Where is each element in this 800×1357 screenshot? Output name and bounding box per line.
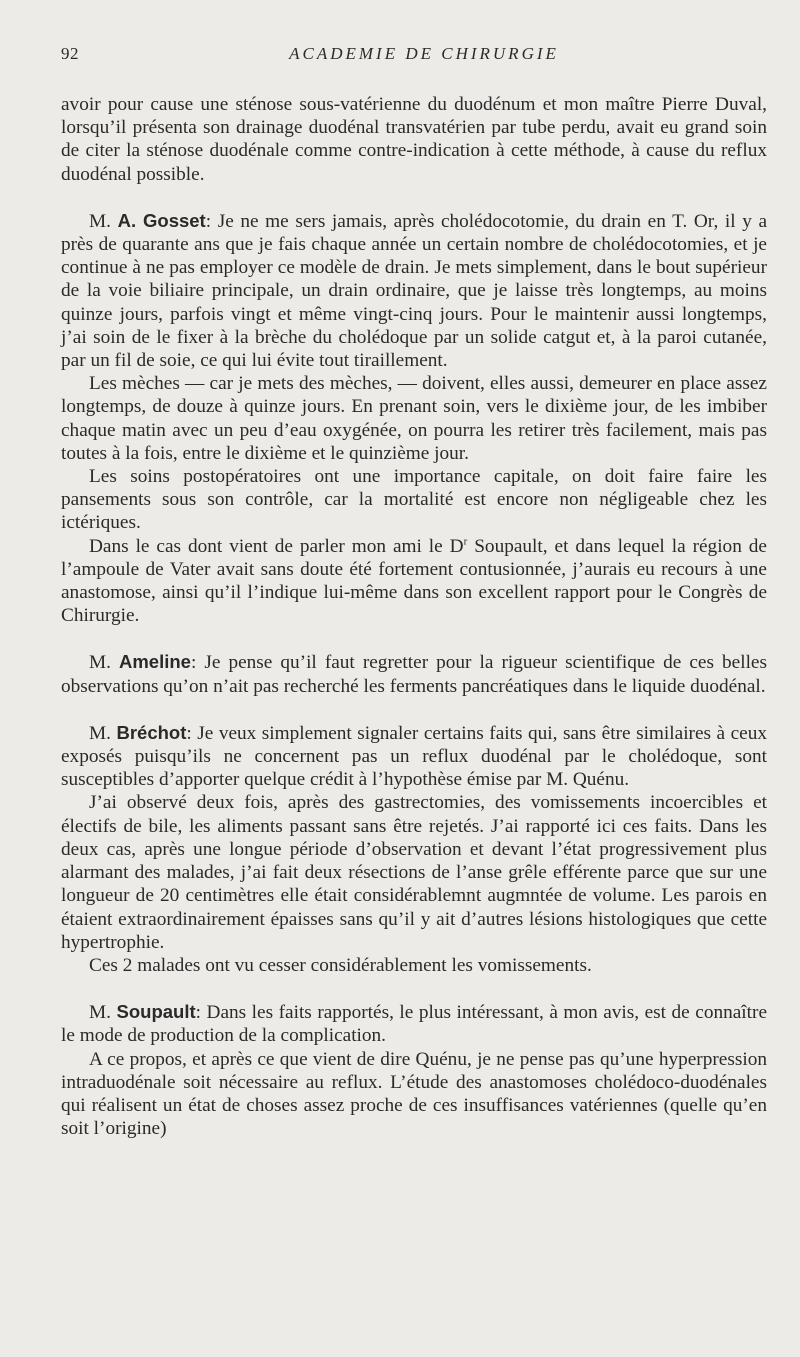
paragraph-brechot [61, 721, 767, 792]
paragraph-text: Les soins postopératoires ont une importance capitale, on doit faire faire les pansements sous son contrôle, car la mortalité est encore non négligeable chez les ictériques. [61, 466, 767, 534]
paragraph [61, 465, 767, 535]
speaker-prefix: M. [89, 652, 111, 674]
page-number: 92 [61, 44, 79, 63]
paragraph-text: : Je veux simplement signaler certains faits qui, sans être similaires à ceux exposés puisqu’ils ne concernent pas un reflux duodénal par le cholédoque, sont susceptibles d’apporter quelque crédit à l’hypothèse émise par M. Quénu. [61, 722, 768, 791]
speaker-prefix: M. [89, 1002, 111, 1024]
paragraph [61, 93, 767, 186]
speaker-name: Bréchot [116, 721, 187, 743]
paragraph-text: avoir pour cause une sténose sous-vatérienne du duodénum et mon maître Pierre Duval, lorsqu’il présenta son drainage duodénal transvatérien par tube perdu, avait eu grand soin de citer la sténose duodénale comme contre-indication à cette méthode, à cause du reflux duodénal possible. [61, 94, 767, 185]
speaker-name: Soupault [116, 1001, 196, 1023]
paragraph-text: Soupault, et dans lequel la région de l’ampoule de Vater avait sans doute été fortement contusionnée, j’aurais eu recours à une anastomose, ainsi qu’il l’indique lui-même dans son excellent rapport pour le Congrès de Chirurgie. [61, 535, 767, 627]
paragraph [61, 535, 767, 628]
paragraph-text: : Je ne me sers jamais, après cholédocotomie, du drain en T. Or, il y a près de quarante ans que je fais chaque année un certain nombre de cholédocotomies, et je continue à ne pas employer ce modèle de drain. Je mets simplement, dans le bout supérieur de la voie biliaire principale, un drain ordinaire, que je laisse très longtemps, au moins quinze jours, parfois vingt et même vingt-cinq jours. Pour le maintenir aussi longtemps, j’ai soin de le fixer à la brèche du cholédoque par un solide catgut et, à la paroi cutanée, par un fil de soie, ce qui lui évite tout tiraillement. [61, 210, 768, 372]
paragraph-ameline [61, 650, 767, 697]
paragraph [61, 372, 767, 465]
paragraph-text: Les mèches — car je mets des mèches, — doivent, elles aussi, demeurer en place assez longtemps, de douze à quinze jours. En prenant soin, vers le dixième jour, de les imbiber chaque matin avec un peu d’eau oxygénée, on pourra les retirer très facilement, mais pas toutes à la fois, entre le dixième et le quinzième jour. [61, 373, 767, 464]
speaker-prefix: M. [89, 722, 111, 744]
paragraph-text: : Je pense qu’il faut regretter pour la rigueur scientifique de ces belles observations qu’on n’ait pas recherché les ferments pancréatiques dans le liquide duodénal. [61, 652, 767, 697]
paragraph [61, 791, 767, 953]
paragraph-text: Ces 2 malades ont vu cesser considérablement les vomissements. [89, 954, 592, 976]
page-header [61, 44, 767, 74]
speaker-name: Ameline [119, 651, 191, 673]
paragraph-gosset [61, 209, 767, 372]
paragraph-text: J’ai observé deux fois, après des gastrectomies, des vomissements incoercibles et électifs de bile, les aliments passant sans être rejetés. J’ai rapporté ici ces faits. Dans les deux cas, après une longue période d’observation et devant l’état progressivement plus alarmant des malades, j’ai fait deux résections de l’anse grêle efférente parce que sur une longueur de 20 centimètres elle était considérablemnt augmntée de volume. Les parois en étaient extraordinairement épaisses sans qu’il y ait d’autres lésions histologiques que cette hypertrophie. [61, 792, 767, 953]
running-title: ACADEMIE DE CHIRURGIE [289, 44, 559, 63]
paragraph-text-start: Dans le cas dont vient de parler mon ami le D [89, 535, 464, 557]
body-text [61, 93, 767, 1140]
paragraph [61, 1048, 767, 1141]
paragraph [61, 954, 767, 977]
superscript: r [463, 535, 468, 548]
speaker-prefix: M. [89, 210, 111, 232]
paragraph-text: : Dans les faits rapportés, le plus intéressant, à mon avis, est de connaître le mode de production de la complication. [61, 1002, 767, 1047]
speaker-name: A. Gosset [117, 209, 206, 231]
paragraph-text: A ce propos, et après ce que vient de dire Quénu, je ne pense pas qu’une hyperpression intraduodénale soit nécessaire au reflux. L’étude des anastomoses cholédoco-duodénales qui réalisent un état de choses assez proche de ces insuffisances vatériennes (quelle qu’en soit l’origine) [61, 1048, 767, 1140]
paragraph-soupault [61, 1000, 767, 1047]
